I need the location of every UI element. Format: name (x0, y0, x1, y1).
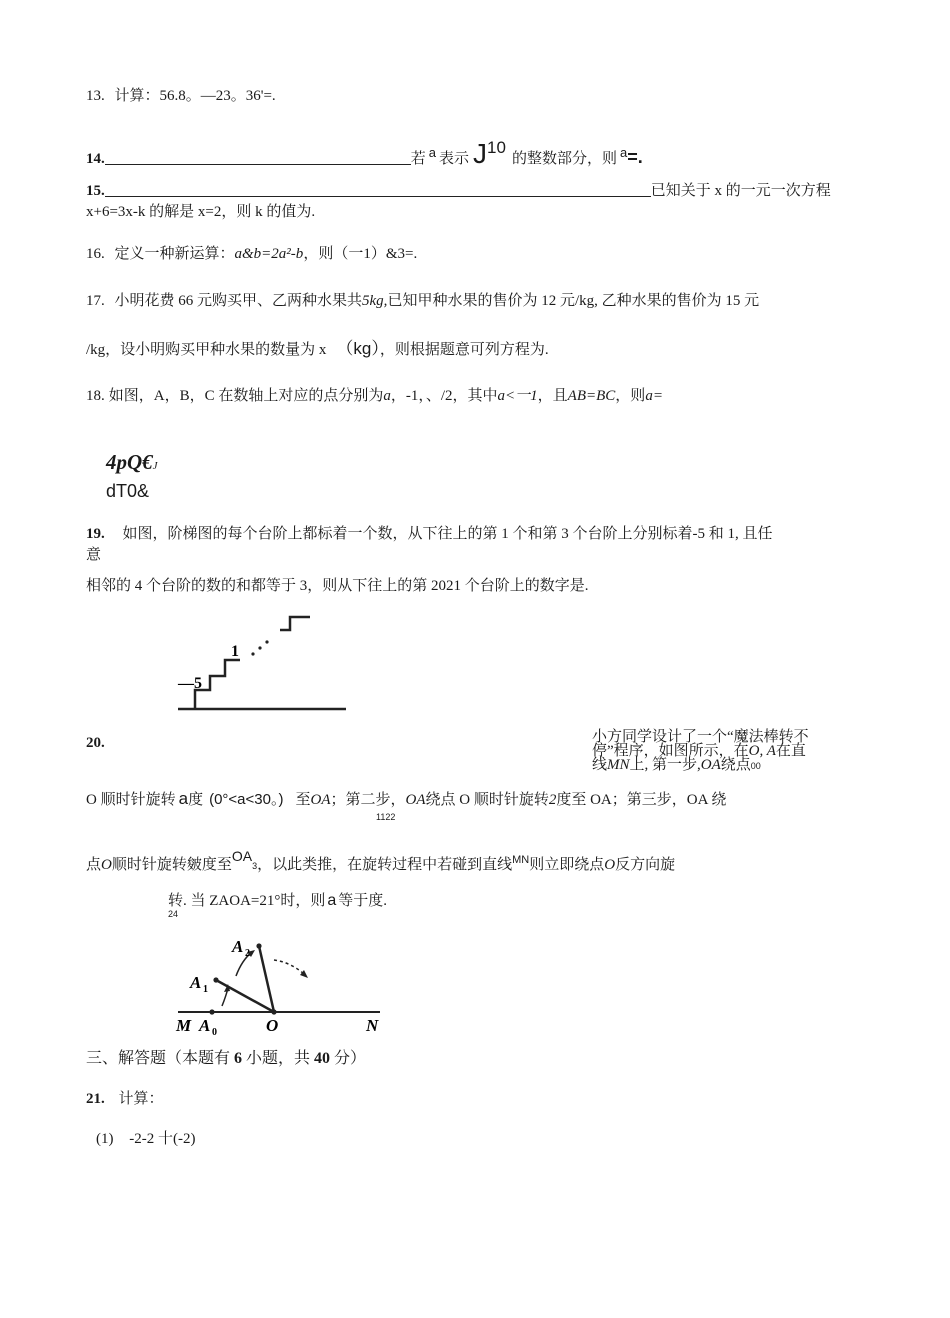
q20-l2-alpha: a (178, 789, 189, 808)
ray-oa2 (259, 946, 274, 1012)
q14-number: 14. (86, 151, 105, 167)
q19-text-2: 意 (86, 547, 102, 563)
q20-l3-text-1: 点 (86, 857, 102, 873)
step-label-1: 1 (231, 643, 239, 660)
q20-l2-range: (0°<a<30。) (209, 791, 284, 808)
q18-text-1: 如图，A，B，C 在数轴上对应的点分别为 (108, 388, 384, 404)
q21-part-1-expression: -2-2 十(-2) (129, 1131, 196, 1147)
point-a0 (209, 1009, 214, 1014)
q18-text-2: ，-1，、/2，其中 (390, 388, 498, 404)
q20-right-text (592, 730, 809, 774)
q20-l4-subscripts: 24 (168, 909, 179, 919)
arc-arrow-dotted (274, 960, 304, 974)
q14-var-a: a (428, 145, 436, 160)
q14-radicand: 10 (487, 138, 506, 157)
q20-l4-text-2: 等于度. (338, 893, 388, 909)
q20-l3-line-name: MN (512, 854, 530, 866)
q14-text-3: 的整数部分，则 (511, 151, 617, 167)
ellipsis-dot (265, 640, 268, 643)
q21-part-1 (96, 1129, 195, 1149)
q15-text-1: 已知关于 x 的一元一次方程 (650, 183, 831, 199)
q14-equals: =. (627, 147, 643, 167)
q18-equality: AB=BC (567, 388, 616, 404)
q17-text-4: ，则根据题意可列方程为. (379, 342, 549, 358)
q20-l3-text-3: ，以此类推，在旋转过程中若碰到直线 (257, 857, 513, 873)
label-n: N (366, 1016, 379, 1035)
label-a1-sub: 1 (203, 984, 208, 995)
q20-l3-point-o2: O (604, 857, 616, 873)
q20-r3-text-2: 上, 第一步, (629, 757, 701, 773)
rotation-figure (170, 930, 385, 1038)
section-text-2: 小题，共 (246, 1050, 311, 1067)
q17-text-1: 小明花费 66 元购买甲、乙两种水果共 (114, 293, 363, 309)
q14-blank (105, 150, 411, 165)
q18-answer: a= (645, 388, 663, 404)
q20-number: 20. (86, 735, 105, 751)
q15-blank (105, 182, 651, 197)
q16-text-1: 定义一种新运算： (114, 246, 235, 262)
ellipsis-dot (258, 646, 261, 649)
q20-l2-ray-2: OA (405, 792, 426, 808)
label-a2: A (232, 937, 244, 956)
section-count: 6 (234, 1050, 243, 1067)
q18-number: 18. (86, 388, 105, 404)
q18-figure-sub: J (152, 460, 158, 472)
q20-l3-text-2: 顺时针旋转皴度至 (111, 857, 232, 873)
q18 (86, 386, 663, 406)
q20-r3-ray: OA (700, 757, 721, 773)
q20-r3-subscripts: 00 (750, 761, 761, 771)
q14-root-glyph: J (473, 138, 488, 169)
q13-text: 计算：56.8。—23。36'=. (114, 88, 276, 104)
label-o: O (266, 1016, 279, 1035)
q20-l2-text-6: 度至 OA；第三步，OA 绕 (556, 792, 727, 808)
q16-formula: a&b=2a²-b (234, 246, 304, 262)
q21-part-1-label: (1) (96, 1131, 114, 1147)
q20-r3-text-3: 绕点 (720, 757, 751, 773)
q20-l4-text-1: 转. 当 ZAOA=21°时，则 (168, 893, 326, 909)
arrowhead-3 (300, 970, 308, 978)
q21 (86, 1089, 164, 1109)
q19-line-1 (86, 524, 773, 544)
q20-l2-text-5: 绕点 O 顺时针旋转 (425, 792, 549, 808)
q20-l4-alpha: a (327, 892, 337, 909)
q15-number: 15. (86, 183, 105, 199)
section-points: 40 (314, 1050, 331, 1067)
q17-unit: （kg） (336, 339, 380, 358)
q20-l3-sub: 3 (252, 861, 258, 871)
q18-text-4: ，则 (615, 388, 646, 404)
q20-line-2 (86, 789, 726, 810)
step-label-minus-5: —5 (178, 675, 202, 692)
q20-l2-text-3: 至 (295, 792, 311, 808)
q13-number: 13. (86, 88, 105, 104)
q15-line-1 (86, 181, 831, 201)
q16 (86, 244, 417, 264)
point-o (271, 1009, 276, 1014)
q13 (86, 86, 276, 106)
q20-l3-text-5: 反方向旋 (615, 857, 676, 873)
q14-var-a2: a (619, 145, 628, 160)
q18-figure-label-2: dT0& (106, 481, 150, 501)
q21-text: 计算： (118, 1091, 164, 1107)
q17-line-1 (86, 291, 759, 311)
staircase-top-step (280, 617, 310, 630)
label-a2-sub: 2 (245, 948, 250, 959)
q16-text-2: ，则（一1）&3=. (303, 246, 418, 262)
label-a1: A (190, 973, 202, 992)
q20-r2-text-2: 在直 (775, 743, 806, 759)
q20-r3-line-name: MN (607, 757, 630, 773)
q18-text-3: ，且 (537, 388, 568, 404)
q19-text-1: 如图，阶梯图的每个台阶上都标着一个数，从下往上的第 1 个和第 3 个台阶上分别标着-5 和 1, 且任 (122, 526, 773, 542)
q20-l2-two: 2 (548, 792, 557, 808)
q17-text-3: /kg，设小明购买甲种水果的数量为 x (86, 342, 327, 358)
q19-number: 19. (86, 526, 105, 542)
q18-figure-text-1: 4pQ€ (106, 450, 153, 474)
q20-l2-ray-1: OA (310, 792, 331, 808)
point-a1 (213, 977, 218, 982)
q15-line-2 (86, 202, 315, 222)
q20-right-line-1: 小方同学设计了一个“魔法棒转不 (592, 729, 809, 745)
q14-text-1: 若 (410, 151, 426, 167)
label-a0-sub: 0 (212, 1027, 217, 1038)
q20-l2-text-1: O 顺时针旋转 (86, 792, 176, 808)
q18-figure-label-1 (106, 450, 158, 475)
label-a0: A (199, 1016, 211, 1035)
label-m: M (176, 1016, 192, 1035)
q17-line-2 (86, 339, 549, 360)
q20-right-line-3 (592, 758, 809, 774)
staircase-figure (170, 612, 355, 716)
q14 (86, 138, 643, 169)
q20-line-3 (86, 846, 675, 876)
q20-line-4 (168, 889, 387, 910)
q15-text-2: x+6=3x-k 的解是 x=2，则 k 的值为. (86, 204, 316, 220)
section-text-1: 三、解答题（本题有 (86, 1050, 231, 1067)
q18-var-a: a (383, 388, 391, 404)
q21-number: 21. (86, 1091, 105, 1107)
q20-l2-text-4: ；第二步， (330, 792, 406, 808)
q20-r2-text: 停”程序，如图所示，在 (592, 743, 749, 759)
q20-l2-text-2: 度 (188, 792, 204, 808)
q16-number: 16. (86, 246, 105, 262)
q17-number: 17. (86, 293, 105, 309)
section-heading (86, 1049, 366, 1069)
q14-text-2: 表示 (439, 151, 470, 167)
q20-l3-point-o: O (101, 857, 112, 873)
q20-l3-ray: OA (231, 848, 253, 864)
q20-r3-text: 线 (592, 757, 608, 773)
q20-l2-subscripts: 1122 (376, 812, 396, 822)
ray-oa1 (216, 980, 274, 1012)
q20-r2-vars: O, A (748, 743, 776, 759)
q18-condition: a<一1 (497, 388, 538, 404)
section-text-3: 分） (334, 1050, 367, 1067)
q20-l3-text-4: 则立即绕点 (529, 857, 605, 873)
ellipsis-dot (251, 652, 254, 655)
q17-text-2: 已知甲种水果的售价为 12 元/kg, 乙种水果的售价为 15 元 (387, 293, 760, 309)
point-a2 (256, 943, 261, 948)
q19-text-3: 相邻的 4 个台阶的数的和都等于 3，则从下往上的第 2021 个台阶上的数字是. (86, 578, 589, 594)
q17-weight: 5kg, (362, 293, 388, 309)
